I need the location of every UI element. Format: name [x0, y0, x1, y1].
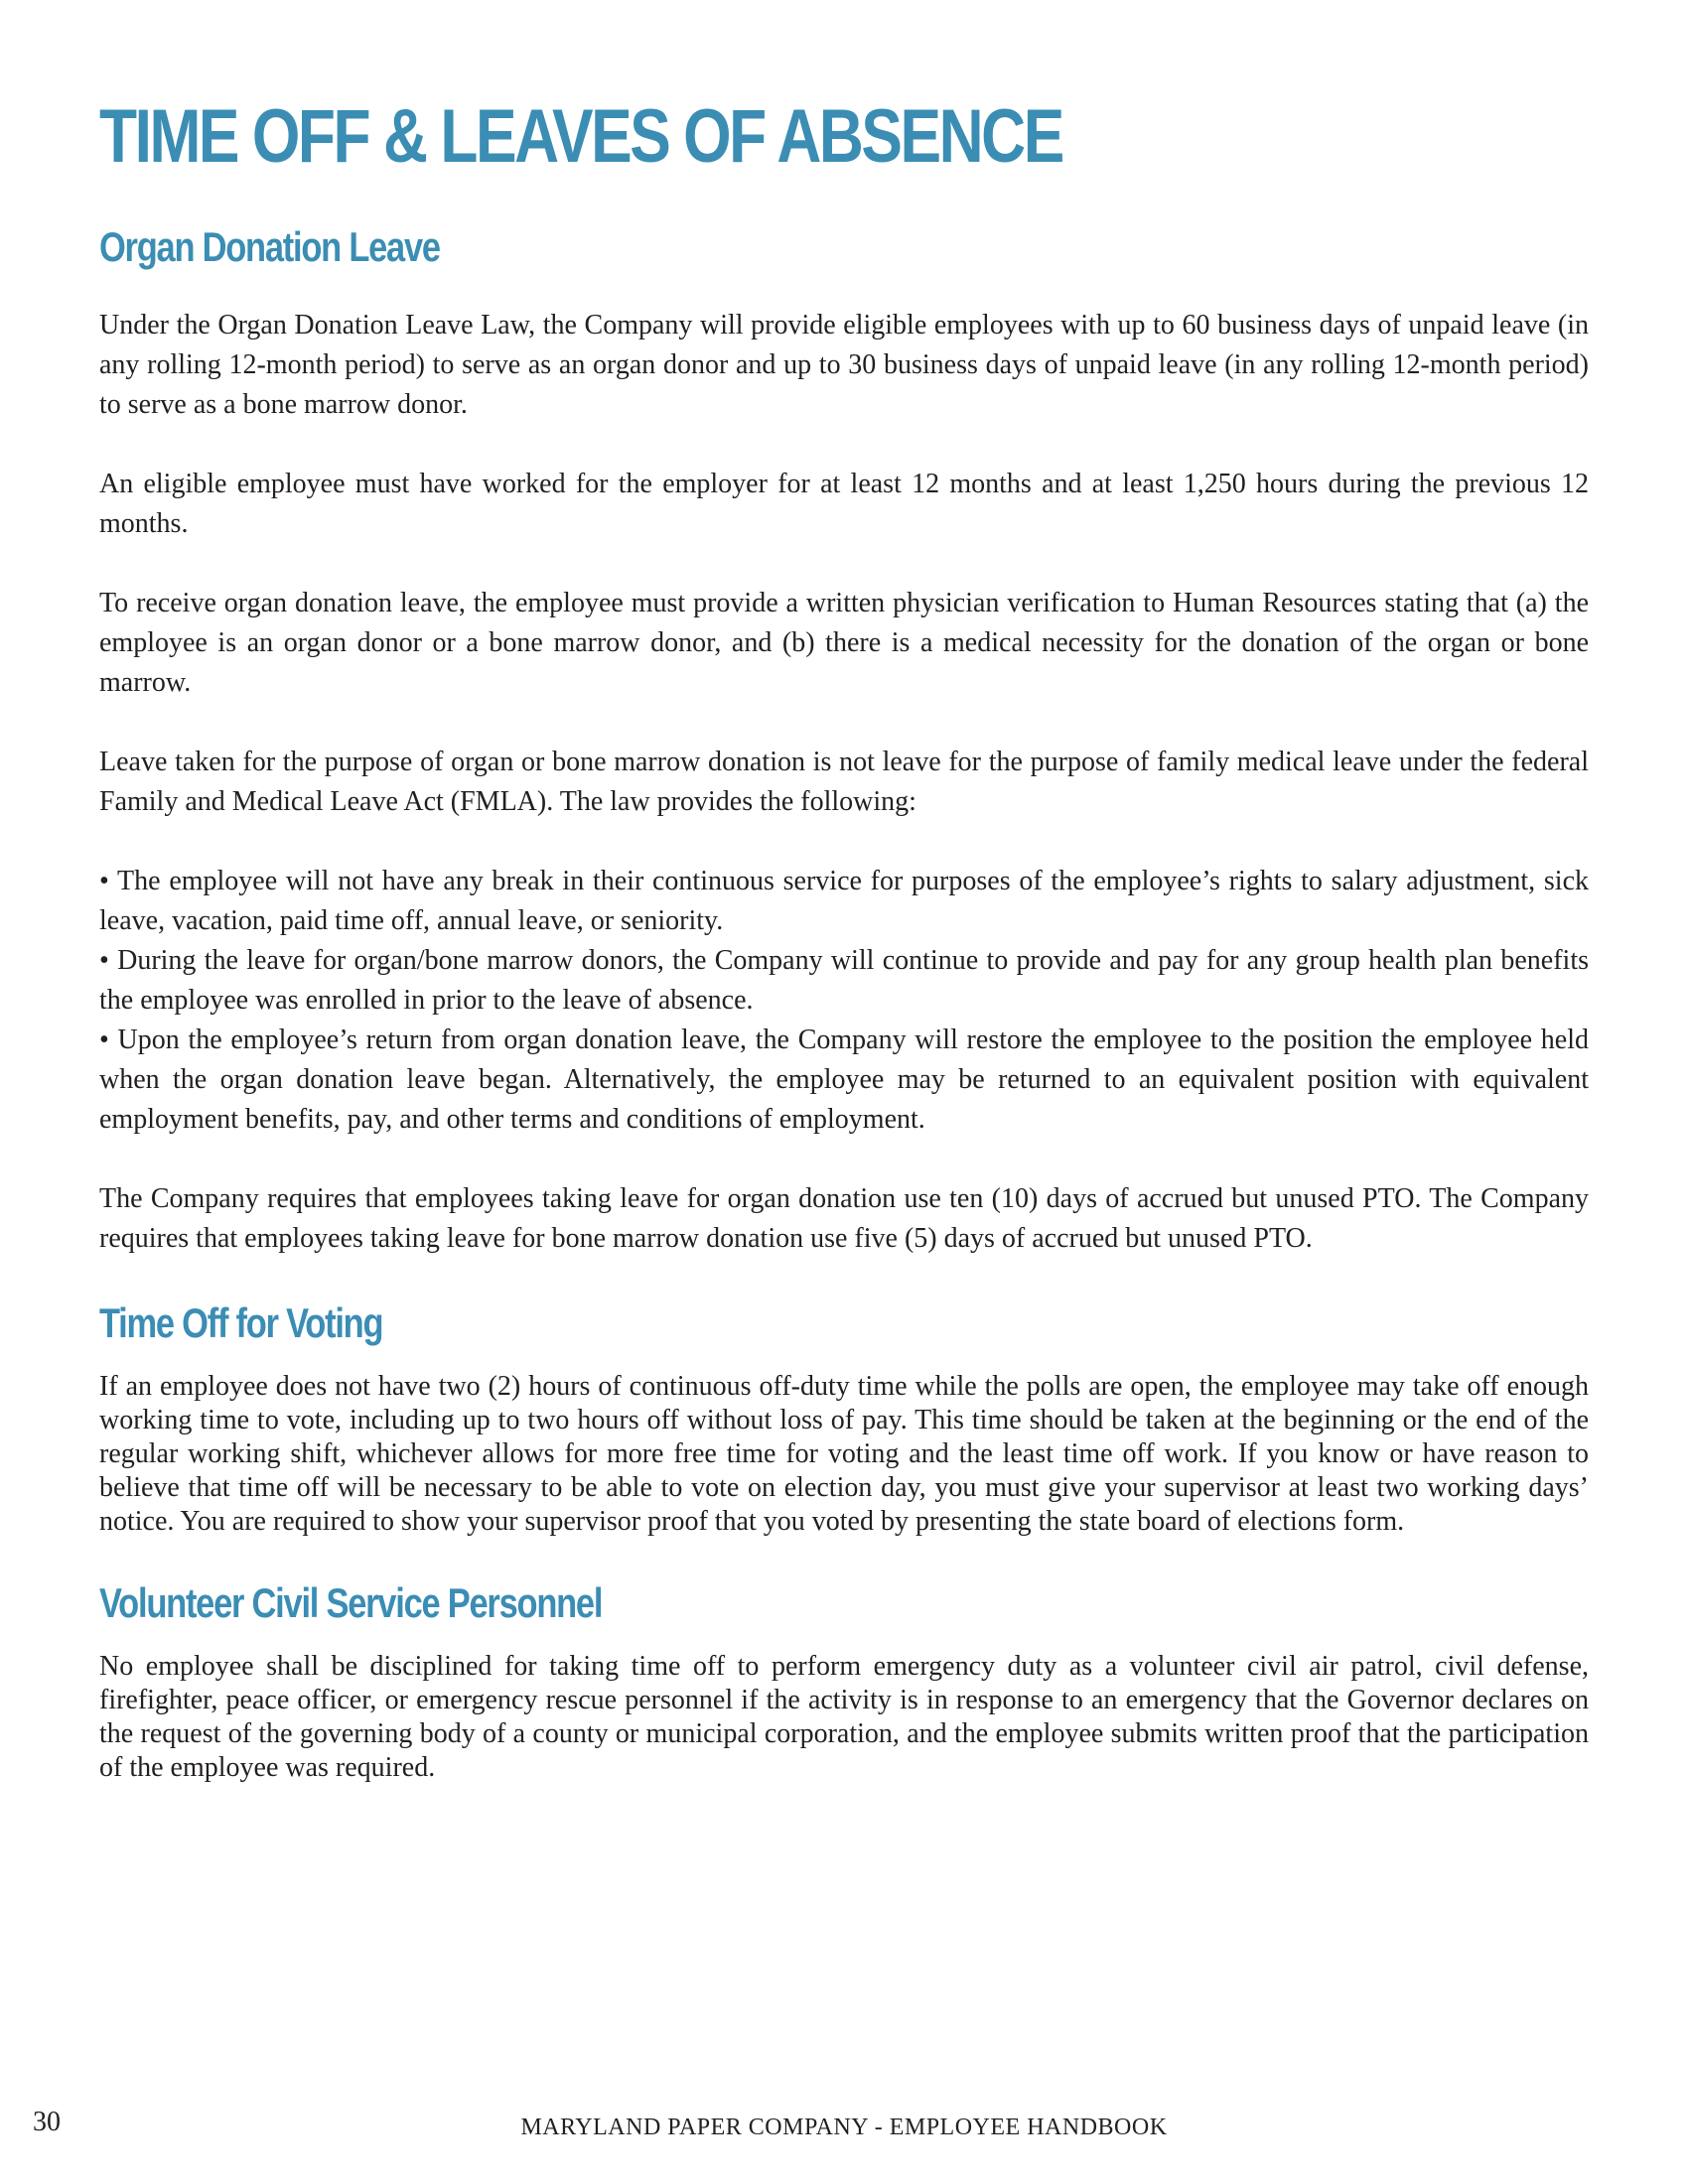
voting-paragraph: If an employee does not have two (2) hours of continuous off-duty time while the polls are open, the employee may take off enough working time to vote, including up to two hours off without loss of pay. This time should be taken at the beginning or the end of the regular working shift, whichever allows for more free time for voting and the least time off work. If you know or have reason to believe that time off will be necessary to be able to vote on election day, you must give your supervisor at least two working days’ notice. You are required to show your supervisor proof that you voted by presenting the state board of elections form. [99, 1371, 1589, 1537]
organ-donation-bullet-1: • The employee will not have any break in their continuous service for purposes of the employee’s rights to salary adjustment, sick leave, vacation, paid time off, annual leave, or seniority. [99, 866, 1589, 936]
organ-donation-closing: The Company requires that employees taking leave for organ donation use ten (10) days of accrued but unused PTO. The Company requires that employees taking leave for bone marrow donation use five (5) days of accrued but unused PTO. [99, 1183, 1589, 1254]
organ-donation-paragraph-2: An eligible employee must have worked for the employer for at least 12 months and at least 1,250 hours during the previous 12 months. [99, 469, 1589, 539]
footer-text: MARYLAND PAPER COMPANY - EMPLOYEE HANDBOOK [520, 2115, 1168, 2140]
organ-donation-paragraph-3: To receive organ donation leave, the employee must provide a written physician verification to Human Resources stating that (a) the employee is an organ donor or a bone marrow donor, and (b) there is a medical necessity for the donation of the organ or bone marrow. [99, 588, 1589, 698]
organ-donation-paragraph-1: Under the Organ Donation Leave Law, the Company will provide eligible employees with up to 60 business days of unpaid leave (in any rolling 12-month period) to serve as an organ donor and up to 30 business days of unpaid leave (in any rolling 12-month period) to serve as a bone marrow donor. [99, 310, 1589, 420]
section-heading-organ-donation: Organ Donation Leave [99, 223, 440, 270]
organ-donation-bullet-3: • Upon the employee’s return from organ donation leave, the Company will restore the employee to the position the employee held when the organ donation leave began. Alternatively, the employee may be returned to an equivalent position with equivalent employment benefits, pay, and other terms and conditions of employment. [99, 1024, 1589, 1135]
organ-donation-paragraph-4: Leave taken for the purpose of organ or bone marrow donation is not leave for the purpose of family medical leave under the federal Family and Medical Leave Act (FMLA). The law provides the following: [99, 747, 1589, 817]
page-content [99, 94, 1589, 1785]
section-heading-volunteer-civil-service: Volunteer Civil Service Personnel [99, 1579, 603, 1626]
page-title: TIME OFF & LEAVES OF ABSENCE [99, 94, 1062, 179]
organ-donation-bullet-2: • During the leave for organ/bone marrow donors, the Company will continue to provide and pay for any group health plan benefits the employee was enrolled in prior to the leave of absence. [99, 945, 1589, 1016]
volunteer-civil-service-paragraph: No employee shall be disciplined for taking time off to perform emergency duty as a volunteer civil air patrol, civil defense, firefighter, peace officer, or emergency rescue personnel if the activity is in response to an emergency that the Governor declares on the request of the governing body of a county or municipal corporation, and the employee submits written proof that the participation of the employee was required. [99, 1651, 1589, 1783]
section-heading-voting: Time Off for Voting [99, 1299, 383, 1346]
page-number: 30 [33, 2107, 61, 2137]
